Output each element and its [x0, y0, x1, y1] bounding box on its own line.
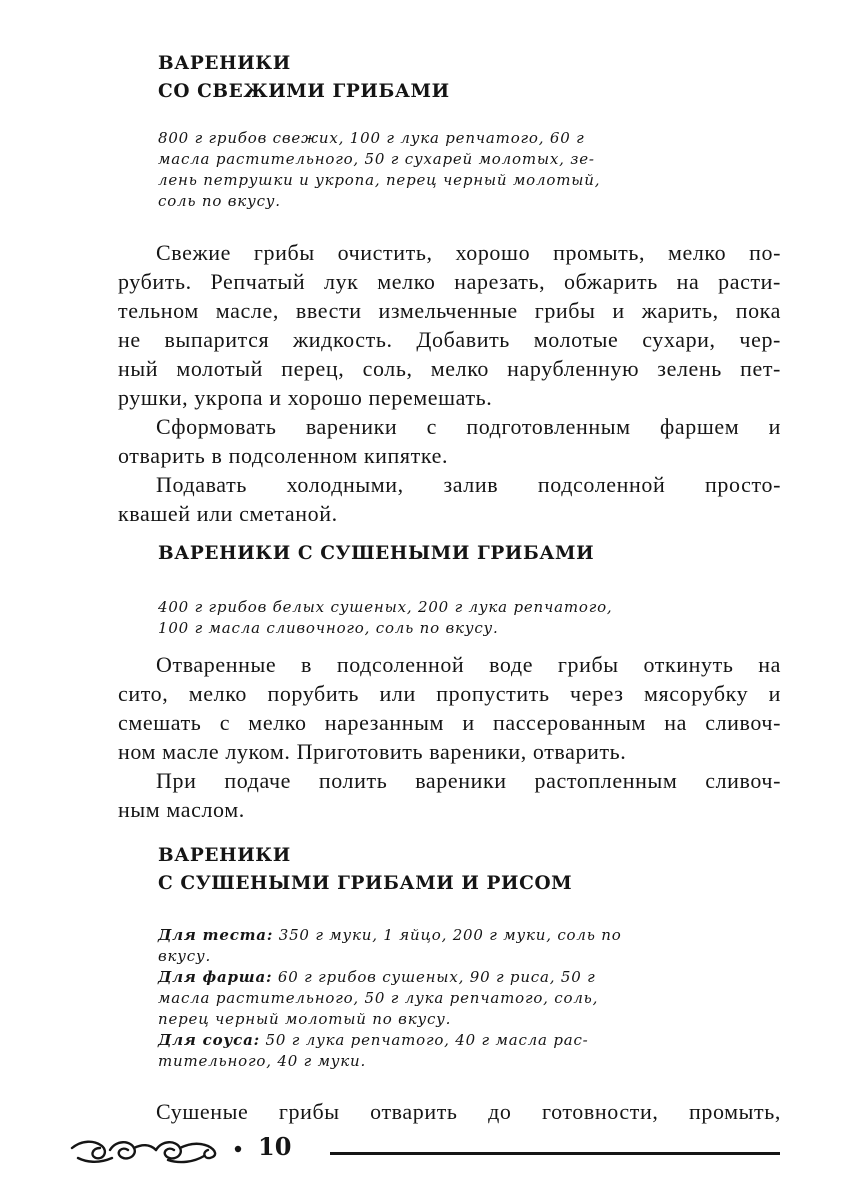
page-footer	[68, 1130, 783, 1170]
dough-label: Для теста:	[158, 926, 274, 944]
instruction-line: рубить. Репчатый лук мелко нарезать, обжарить на расти-	[118, 269, 781, 294]
title-line: С СУШЕНЫМИ ГРИБАМИ И РИСОМ	[158, 873, 573, 894]
dough-text: 350 г муки, 1 яйцо, 200 г муки, соль по	[273, 926, 622, 944]
ingredients-line: соль по вкусу.	[158, 192, 281, 210]
title-line: ВАРЕНИКИ С СУШЕНЫМИ ГРИБАМИ	[158, 543, 595, 564]
title-line: ВАРЕНИКИ	[158, 53, 291, 74]
recipe-instructions	[118, 650, 781, 824]
sauce-text: 50 г лука репчатого, 40 г масла рас-	[259, 1031, 589, 1049]
ingredients-line: вкусу.	[158, 947, 212, 965]
sauce-label: Для соуса:	[158, 1031, 260, 1049]
ingredients-line	[158, 1030, 622, 1051]
ingredients-line: перец черный молотый по вкусу.	[158, 1010, 452, 1028]
instruction-line: сито, мелко порубить или пропустить через мясорубку и	[118, 681, 781, 706]
filling-text: 60 г грибов сушеных, 90 г риса, 50 г	[272, 968, 596, 986]
title-line: ВАРЕНИКИ	[158, 845, 291, 866]
recipe-instructions	[118, 1097, 781, 1126]
ingredients-list	[158, 925, 622, 1072]
title-line: СО СВЕЖИМИ ГРИБАМИ	[158, 81, 450, 102]
ingredients-line	[158, 967, 622, 988]
recipe-instructions	[118, 238, 781, 528]
footer-rule	[330, 1152, 780, 1155]
instruction-line: Свежие грибы очистить, хорошо промыть, мелко по-	[156, 240, 781, 265]
ingredients-list	[158, 597, 613, 639]
instruction-line: Сушеные грибы отварить до готовности, промыть,	[156, 1099, 781, 1124]
instruction-line: смешать с мелко нарезанным и пассерованным на сливоч-	[118, 710, 781, 735]
ingredients-line	[158, 925, 622, 946]
instruction-line: При подаче полить вареники растопленным сливоч-	[156, 768, 781, 793]
instruction-line: квашей или сметаной.	[118, 501, 338, 526]
instruction-line: ным маслом.	[118, 797, 245, 822]
instruction-line: отварить в подсоленном кипятке.	[118, 443, 449, 468]
recipe-title	[158, 540, 594, 568]
instruction-line: тельном масле, ввести измельченные грибы и жарить, пока	[118, 298, 781, 323]
instruction-line: Сформовать вареники с подготовленным фаршем и	[156, 414, 781, 439]
ingredients-line: 100 г масла сливочного, соль по вкусу.	[158, 619, 499, 637]
ingredients-line: 800 г грибов свежих, 100 г лука репчатого, 60 г	[158, 129, 585, 147]
ingredients-line: лень петрушки и укропа, перец черный молотый,	[158, 171, 601, 189]
ingredients-list	[158, 128, 600, 212]
page-number: 10	[258, 1132, 292, 1161]
instruction-line: рушки, укропа и хорошо перемешать.	[118, 385, 493, 410]
instruction-line: ный молотый перец, соль, мелко нарубленную зелень пет-	[118, 356, 781, 381]
recipe-title	[158, 50, 450, 106]
ingredients-line: масла растительного, 50 г сухарей молотых, зе-	[158, 150, 595, 168]
ingredients-line: тительного, 40 г муки.	[158, 1052, 367, 1070]
ingredients-line: масла растительного, 50 г лука репчатого, соль,	[158, 989, 599, 1007]
instruction-line: ном масле луком. Приготовить вареники, отварить.	[118, 739, 627, 764]
ingredients-line: 400 г грибов белых сушеных, 200 г лука репчатого,	[158, 598, 613, 616]
scroll-ornament-icon	[68, 1132, 248, 1168]
instruction-line: Отваренные в подсоленной воде грибы откинуть на	[156, 652, 781, 677]
instruction-line: не выпарится жидкость. Добавить молотые сухари, чер-	[118, 327, 781, 352]
filling-label: Для фарша:	[158, 968, 273, 986]
recipe-title	[158, 842, 572, 898]
instruction-line: Подавать холодными, залив подсоленной просто-	[156, 472, 781, 497]
